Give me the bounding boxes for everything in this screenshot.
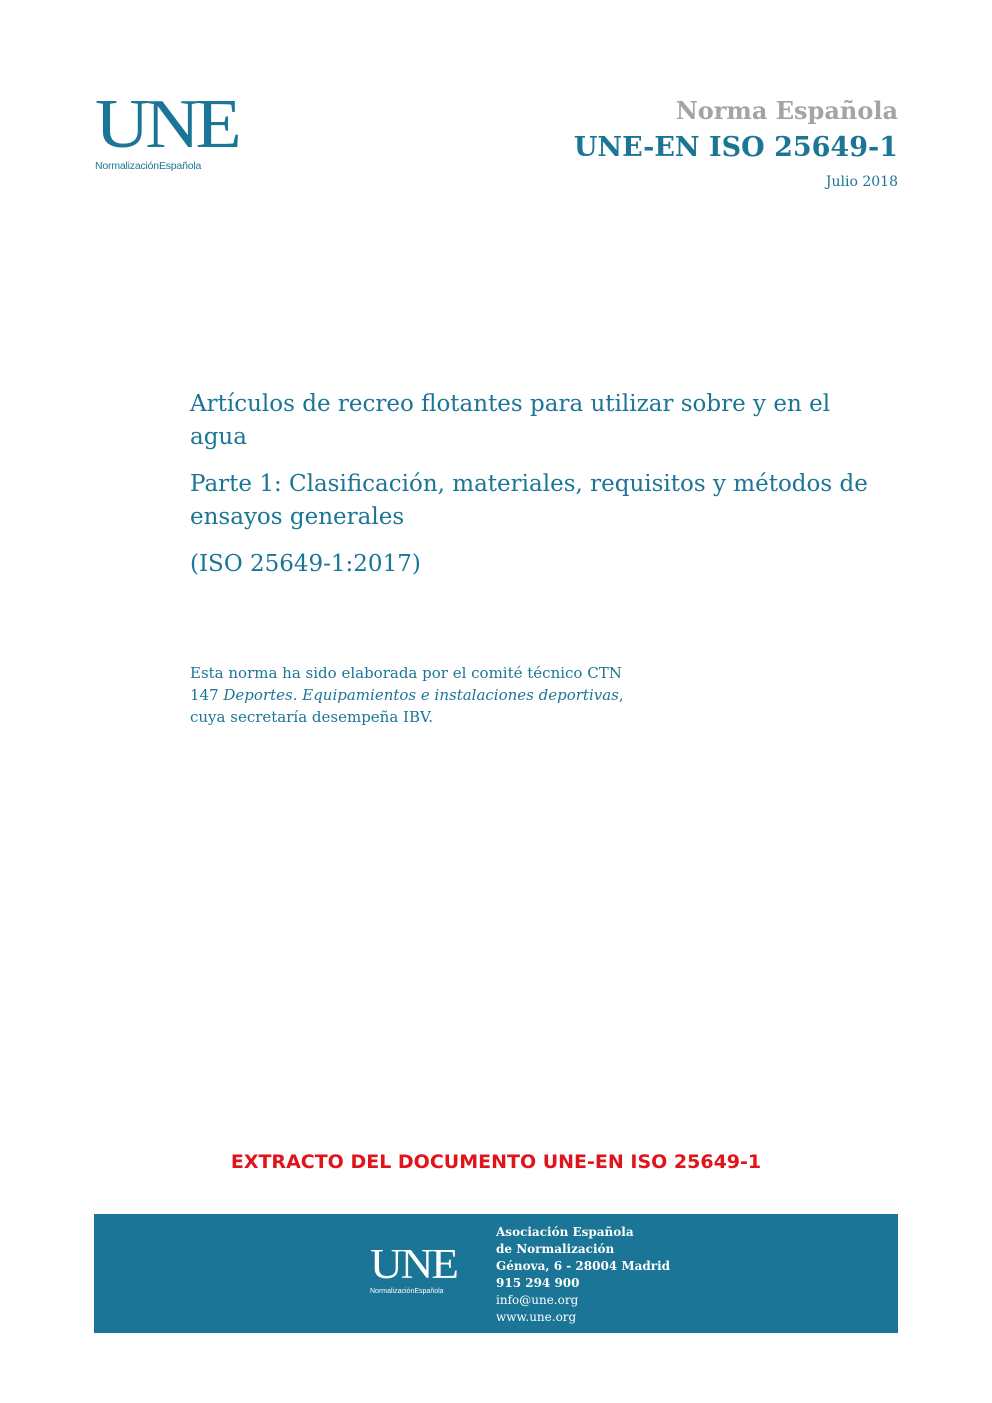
document-title <box>190 388 890 595</box>
committee-intro: Esta norma ha sido elaborada por el comité técnico CTN 147 <box>190 664 622 704</box>
org-address: Génova, 6 - 28004 Madrid <box>496 1259 671 1273</box>
publication-date: Julio 2018 <box>825 174 898 190</box>
une-logo <box>95 86 238 172</box>
footer-contact <box>496 1224 670 1326</box>
footer-logo-mark: UNE <box>370 1242 457 1288</box>
standard-code: UNE-EN ISO 25649-1 <box>573 132 898 163</box>
logo-tagline-part1: Normalización <box>95 160 159 172</box>
document-header <box>574 96 898 190</box>
footer-tagline-part1: Normalización <box>370 1288 415 1295</box>
org-email[interactable]: info@une.org <box>496 1293 579 1307</box>
committee-name: Deportes. Equipamientos e instalaciones deportivas <box>223 686 619 704</box>
title-iso-reference: (ISO 25649-1:2017) <box>190 551 421 577</box>
extract-notice: EXTRACTO DEL DOCUMENTO UNE-EN ISO 25649-1 <box>230 1151 762 1173</box>
une-logo-mark: UNE <box>95 86 238 163</box>
footer-tagline-part2: Española <box>414 1288 444 1295</box>
org-phone: 915 294 900 <box>496 1276 580 1290</box>
footer-logo-tagline <box>370 1288 450 1295</box>
logo-tagline-part2: Española <box>158 160 202 172</box>
org-website[interactable]: www.une.org <box>496 1310 577 1324</box>
committee-note <box>190 662 650 728</box>
title-part: Parte 1: Clasificación, materiales, requisitos y métodos de ensayos generales <box>190 471 868 530</box>
footer-une-logo <box>370 1242 457 1295</box>
title-main: Artículos de recreo flotantes para utilizar sobre y en el agua <box>190 391 831 450</box>
header-kicker: Norma Española <box>675 96 898 125</box>
committee-outro: , cuya secretaría desempeña IBV. <box>190 686 624 726</box>
org-name-line2: de Normalización <box>496 1242 615 1256</box>
footer-banner <box>94 1214 898 1333</box>
org-name-line1: Asociación Española <box>496 1225 634 1239</box>
